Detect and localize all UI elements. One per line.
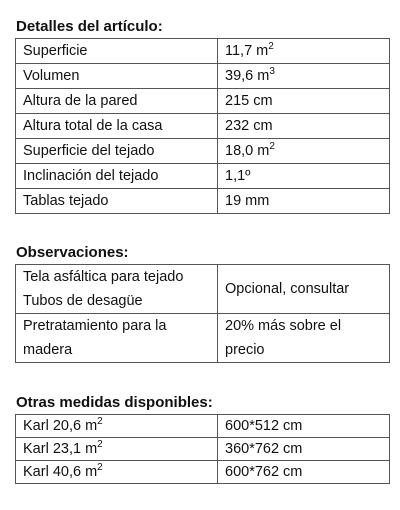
unit-exponent: 2 xyxy=(97,462,103,474)
details-label: Superficie xyxy=(16,39,218,64)
other-size-label: Karl 20,6 m xyxy=(23,418,98,434)
details-label: Volumen xyxy=(16,64,218,89)
observation-label-line: Pretratamiento para la xyxy=(23,318,167,334)
details-value-cell xyxy=(218,164,390,189)
details-value: 215 cm xyxy=(225,93,273,109)
observation-label-line: madera xyxy=(23,342,73,358)
details-label: Tablas tejado xyxy=(16,189,218,214)
details-value: 11,7 m xyxy=(225,43,269,59)
details-value-cell xyxy=(218,139,390,164)
other-size-value: 600*762 cm xyxy=(218,461,390,484)
details-row xyxy=(16,89,390,114)
other-size-row xyxy=(16,461,390,484)
details-value-cell xyxy=(218,39,390,64)
details-value: 232 cm xyxy=(225,118,273,134)
observation-value xyxy=(218,314,390,363)
details-value: 1,1º xyxy=(225,168,251,184)
observation-label xyxy=(16,265,218,314)
observations-table-body xyxy=(16,265,390,363)
details-label: Altura total de la casa xyxy=(16,114,218,139)
other-size-value: 600*512 cm xyxy=(218,415,390,438)
other-sizes-table xyxy=(15,414,390,484)
observations-title: Observaciones: xyxy=(16,244,129,261)
unit-exponent: 2 xyxy=(97,439,103,451)
details-row xyxy=(16,139,390,164)
details-value: 19 mm xyxy=(225,193,270,209)
other-size-label-cell xyxy=(16,415,218,438)
other-sizes-table-body xyxy=(16,415,390,484)
other-size-row xyxy=(16,415,390,438)
details-value: 18,0 m xyxy=(225,143,270,159)
other-size-row xyxy=(16,438,390,461)
observation-value xyxy=(218,265,390,314)
other-size-label: Karl 40,6 m xyxy=(23,464,98,480)
unit-exponent: 3 xyxy=(269,66,275,78)
observation-value-line: 20% más sobre el xyxy=(225,318,342,334)
observation-label-line: Tubos de desagüe xyxy=(23,293,143,309)
observations-table xyxy=(15,264,390,363)
other-sizes-title: Otras medidas disponibles: xyxy=(16,394,213,411)
details-label: Superficie del tejado xyxy=(16,139,218,164)
other-size-label-cell xyxy=(16,438,218,461)
observation-label-line: Tela asfáltica para tejado xyxy=(23,269,184,285)
details-table-body xyxy=(16,39,390,214)
observation-value-line: Opcional, consultar xyxy=(225,281,350,297)
details-row xyxy=(16,164,390,189)
details-label: Inclinación del tejado xyxy=(16,164,218,189)
details-row xyxy=(16,189,390,214)
details-value-cell xyxy=(218,64,390,89)
details-value-cell xyxy=(218,89,390,114)
other-size-label-cell xyxy=(16,461,218,484)
unit-exponent: 2 xyxy=(268,41,274,53)
details-value-cell xyxy=(218,114,390,139)
observation-row xyxy=(16,265,390,314)
other-size-value: 360*762 cm xyxy=(218,438,390,461)
observation-label xyxy=(16,314,218,363)
details-value: 39,6 m xyxy=(225,68,270,84)
details-row xyxy=(16,64,390,89)
details-row xyxy=(16,39,390,64)
observation-value-line: precio xyxy=(225,342,265,358)
details-table xyxy=(15,38,390,214)
details-row xyxy=(16,114,390,139)
observation-row xyxy=(16,314,390,363)
unit-exponent: 2 xyxy=(269,141,275,153)
details-value-cell xyxy=(218,189,390,214)
details-title: Detalles del artículo: xyxy=(16,18,163,35)
unit-exponent: 2 xyxy=(97,416,103,428)
details-label: Altura de la pared xyxy=(16,89,218,114)
other-size-label: Karl 23,1 m xyxy=(23,441,98,457)
